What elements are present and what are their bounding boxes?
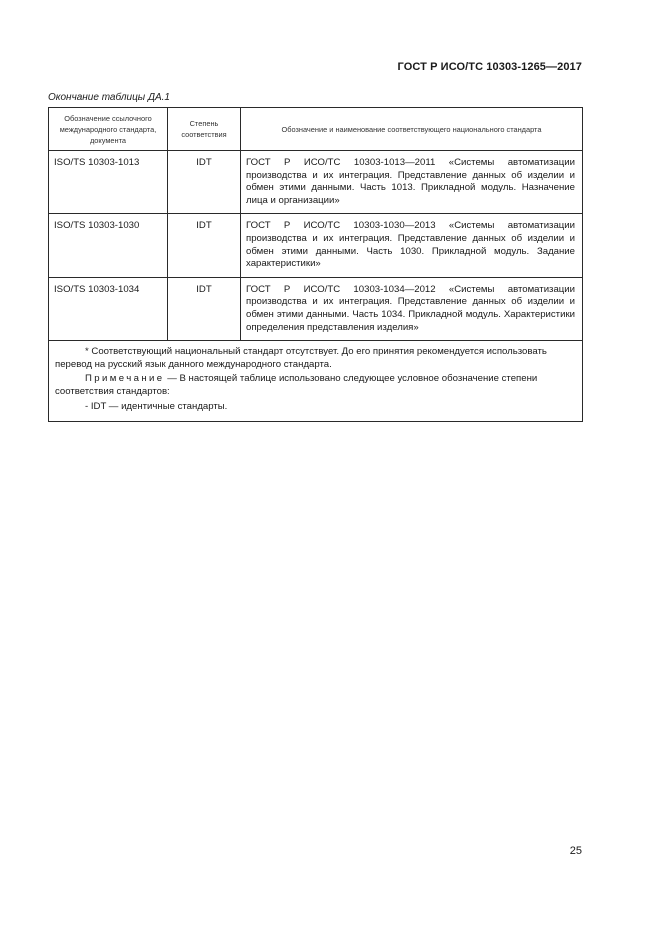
document-code: ГОСТ Р ИСО/ТС 10303-1265—2017 — [397, 61, 582, 73]
cell-national-standard: ГОСТ Р ИСО/ТС 10303-1013—2011 «Системы автоматизации производства и их интеграция. Представление данных об изделии и обмен этими данными. Часть 1013. Прикладной модуль. Назначение лица и организации» — [241, 151, 583, 214]
cell-degree: IDT — [168, 151, 241, 214]
legend-item: - IDT — идентичные стандарты. — [85, 400, 228, 412]
table-caption: Окончание таблицы ДА.1 — [48, 92, 170, 103]
table-header-row — [49, 108, 583, 151]
correspondence-table — [48, 107, 583, 422]
note-text: — В настоящей таблице использовано следующее условное обозначение степени соответствия стандартов: — [55, 373, 538, 397]
cell-degree: IDT — [168, 277, 241, 340]
header-national-standard: Обозначение и наименование соответствующего национального стандарта — [241, 108, 583, 151]
cell-reference-code: ISO/TS 10303-1034 — [49, 277, 168, 340]
table-row — [49, 214, 583, 277]
table-row — [49, 277, 583, 340]
header-reference-standard: Обозначение ссылочного международного стандарта, документа — [49, 108, 168, 151]
cell-reference-code: ISO/TS 10303-1030 — [49, 214, 168, 277]
page-number: 25 — [569, 845, 582, 857]
cell-national-standard: ГОСТ Р ИСО/ТС 10303-1030—2013 «Системы автоматизации производства и их интеграция. Представление данных об изделии и обмен этими данными. Часть 1030. Прикладной модуль. Задание характеристики» — [241, 214, 583, 277]
note-paragraph — [55, 373, 575, 398]
table-notes-row — [49, 341, 583, 422]
cell-national-standard: ГОСТ Р ИСО/ТС 10303-1034—2012 «Системы автоматизации производства и их интеграция. Представление данных об изделии и обмен этими данными. Часть 1034. Прикладной модуль. Характеристики определения представления изделия» — [241, 277, 583, 340]
note-label: Примечание — [85, 373, 165, 385]
table-notes — [49, 341, 583, 422]
table-row — [49, 151, 583, 214]
footnote: * Соответствующий национальный стандарт отсутствует. До его принятия рекомендуется использовать перевод на русский язык данного международного стандарта. — [55, 346, 547, 370]
cell-degree: IDT — [168, 214, 241, 277]
cell-reference-code: ISO/TS 10303-1013 — [49, 151, 168, 214]
header-degree: Степень соответствия — [168, 108, 241, 151]
